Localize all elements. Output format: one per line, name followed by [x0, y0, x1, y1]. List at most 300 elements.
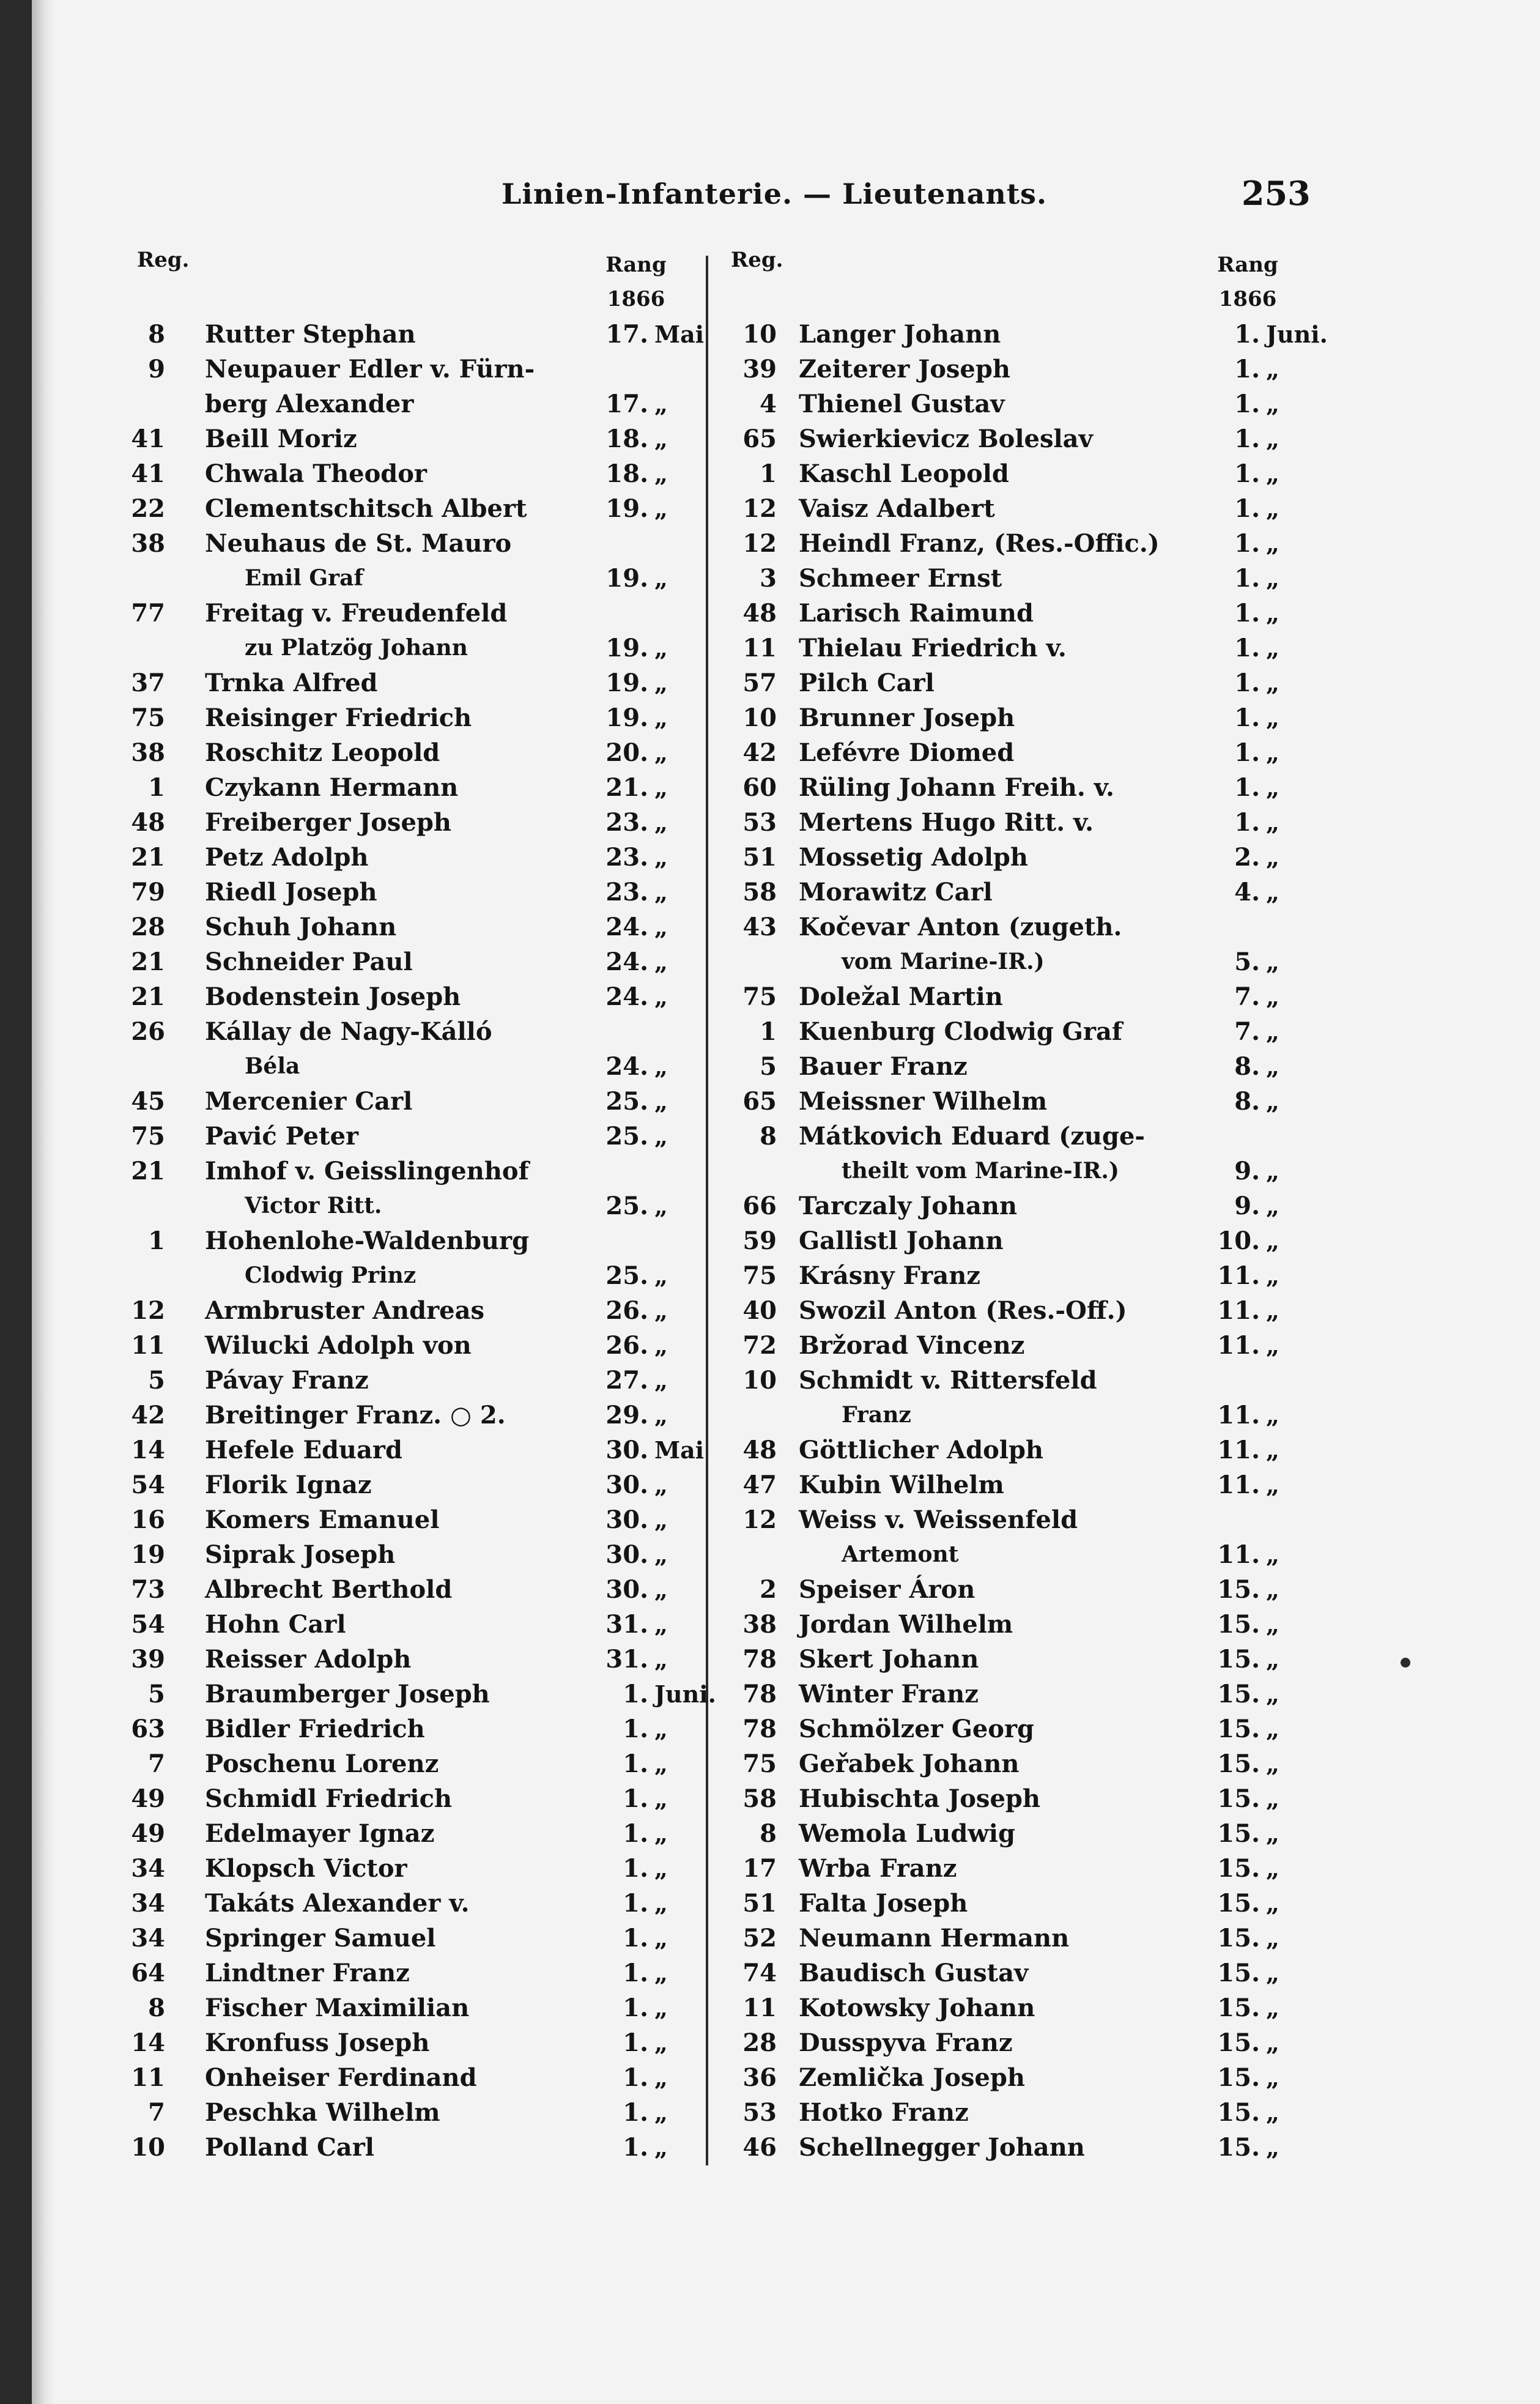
rank-month: Mai [654, 321, 705, 348]
officer-name: Pavić Peter [205, 1122, 359, 1151]
regiment-number: 75 [131, 703, 165, 732]
regiment-number: 72 [742, 1331, 777, 1360]
table-row [110, 1363, 691, 1398]
regiment-number: 43 [742, 913, 777, 941]
rank-month: „ [654, 425, 668, 453]
rank-day: 29. [605, 1401, 648, 1430]
regiment-number: 59 [742, 1226, 777, 1255]
rank-day: 11. [1217, 1331, 1260, 1360]
regiment-number: 75 [742, 1261, 777, 1290]
officer-name: Bidler Friedrich [205, 1715, 425, 1743]
table-row [110, 561, 691, 596]
rank-month: „ [1266, 669, 1279, 697]
table-row [110, 910, 691, 944]
rank-day: 11. [1217, 1401, 1260, 1430]
table-row [722, 2060, 1443, 2095]
rank-month: „ [654, 704, 668, 732]
rank-day: 30. [605, 1471, 648, 1499]
officer-name: Hefele Eduard [205, 1436, 402, 1464]
officer-name: Springer Samuel [205, 1924, 436, 1953]
rank-day: 1. [1234, 425, 1260, 453]
regiment-number: 58 [742, 878, 777, 907]
table-row [110, 2060, 691, 2095]
table-row [110, 735, 691, 770]
rang-header [1211, 248, 1284, 316]
rank-day: 26. [605, 1296, 648, 1325]
officer-name: Klopsch Victor [205, 1854, 407, 1883]
table-row [722, 1084, 1443, 1119]
rank-day: 24. [605, 948, 648, 976]
regiment-number: 12 [742, 494, 777, 523]
table-row [110, 979, 691, 1014]
rank-month: „ [654, 1401, 668, 1429]
rank-month: „ [1266, 1611, 1279, 1638]
table-row [110, 805, 691, 840]
officer-name: Schneider Paul [205, 948, 413, 976]
rank-month: „ [1266, 878, 1279, 906]
rank-month: „ [1266, 634, 1279, 662]
officer-name: Braumberger Joseph [205, 1680, 490, 1708]
regiment-number: 52 [742, 1924, 777, 1953]
table-row [110, 700, 691, 735]
rank-month: „ [1266, 495, 1279, 522]
rank-month: „ [1266, 948, 1279, 976]
table-row [110, 1990, 691, 2025]
rank-day: 30. [605, 1575, 648, 1604]
table-row [722, 770, 1443, 805]
table-row [110, 1189, 691, 1223]
rank-month: „ [1266, 1018, 1279, 1045]
rank-day: 4. [1234, 878, 1260, 907]
table-row [722, 805, 1443, 840]
rank-day: 30. [605, 1505, 648, 1534]
table-row [110, 1258, 691, 1293]
rank-month: „ [654, 878, 668, 906]
officer-name: Bauer Franz [799, 1052, 968, 1081]
officer-name: Rutter Stephan [205, 320, 416, 349]
officer-name: Wemola Ludwig [799, 1819, 1015, 1848]
officer-name: Weiss v. Weissenfeld [799, 1505, 1078, 1534]
rank-month: „ [654, 1262, 668, 1289]
officer-name: Meissner Wilhelm [799, 1087, 1048, 1116]
rank-day: 15. [1217, 2133, 1260, 2162]
officer-name: Wrba Franz [799, 1854, 957, 1883]
regiment-number: 75 [131, 1122, 165, 1151]
officer-name: Victor Ritt. [245, 1193, 382, 1219]
rank-day: 18. [605, 459, 648, 488]
regiment-number: 41 [131, 459, 165, 488]
rank-month: „ [654, 1541, 668, 1568]
rank-day: 18. [605, 425, 648, 453]
regiment-number: 2 [760, 1575, 777, 1604]
regiment-number: 12 [742, 529, 777, 558]
regiment-number: 78 [742, 1680, 777, 1708]
officer-name: Geřabek Johann [799, 1749, 1020, 1778]
rank-month: „ [654, 2134, 668, 2161]
table-row [722, 944, 1443, 979]
officer-name: Mátkovich Eduard (zuge- [799, 1122, 1146, 1151]
rank-day: 17. [605, 390, 648, 418]
rank-day: 15. [1217, 2063, 1260, 2092]
officer-name: Rüling Johann Freih. v. [799, 773, 1114, 802]
officer-name: Kubin Wilhelm [799, 1471, 1004, 1499]
regiment-number: 11 [131, 2063, 165, 2092]
regiment-number: 49 [131, 1784, 165, 1813]
regiment-number: 42 [742, 738, 777, 767]
rank-day: 25. [605, 1087, 648, 1116]
officer-name: Freitag v. Freudenfeld [205, 599, 508, 628]
officer-name: Hohenlohe-Waldenburg [205, 1226, 530, 1255]
table-row [722, 1572, 1443, 1607]
regiment-number: 39 [742, 355, 777, 384]
rank-day: 1. [1234, 703, 1260, 732]
table-row [110, 1677, 716, 1712]
regiment-number: 65 [742, 1087, 777, 1116]
table-row [110, 1433, 705, 1467]
rank-day: 15. [1217, 1575, 1260, 1604]
officer-name: Skert Johann [799, 1645, 979, 1674]
table-row [722, 1328, 1443, 1363]
table-row [110, 840, 691, 875]
rank-day: 25. [605, 1261, 648, 1290]
table-row [722, 1642, 1443, 1677]
officer-name: Reisser Adolph [205, 1645, 412, 1674]
rank-month: „ [1266, 460, 1279, 488]
officer-name: Chwala Theodor [205, 459, 428, 488]
rank-month: „ [654, 948, 668, 976]
table-row [722, 910, 1443, 944]
rank-month: „ [1266, 565, 1279, 592]
rank-month: „ [654, 1611, 668, 1638]
officer-name: Krásny Franz [799, 1261, 981, 1290]
regiment-number: 34 [131, 1924, 165, 1953]
regiment-number: 46 [742, 2133, 777, 2162]
officer-name: Kuenburg Clodwig Graf [799, 1017, 1123, 1046]
rang-label: Rang [1217, 253, 1278, 277]
officer-name: Kotowsky Johann [799, 1994, 1035, 2022]
table-row [110, 1851, 691, 1886]
table-row [110, 596, 691, 631]
table-row [722, 2130, 1443, 2165]
regiment-number: 51 [742, 843, 777, 872]
table-row [722, 1223, 1443, 1258]
table-row [722, 456, 1443, 491]
regiment-number: 77 [131, 599, 165, 628]
table-row [722, 387, 1443, 421]
regiment-number: 79 [131, 878, 165, 907]
rank-month: „ [1266, 1227, 1279, 1255]
table-row [722, 1433, 1443, 1467]
regiment-number: 11 [742, 634, 777, 662]
rank-month: „ [1266, 1401, 1279, 1429]
rang-label: Rang [605, 253, 667, 277]
rank-month: Juni. [654, 1680, 716, 1708]
regiment-number: 73 [131, 1575, 165, 1604]
rank-day: 1. [1234, 738, 1260, 767]
officer-name: Bržorad Vincenz [799, 1331, 1025, 1360]
officer-name: Béla [245, 1053, 300, 1079]
running-header [0, 174, 1540, 220]
table-row [722, 1851, 1443, 1886]
rank-month: „ [654, 1367, 668, 1394]
regiment-number: 10 [131, 2133, 165, 2162]
rank-day: 1. [1234, 494, 1260, 523]
regiment-number: 19 [131, 1540, 165, 1569]
rank-day: 25. [605, 1192, 648, 1220]
regiment-number: 17 [742, 1854, 777, 1883]
rank-month: „ [1266, 704, 1279, 732]
officer-name: Schmeer Ernst [799, 564, 1002, 593]
rank-day: 15. [1217, 2028, 1260, 2057]
regiment-number: 8 [148, 1994, 165, 2022]
rank-month: „ [1266, 1541, 1279, 1568]
table-row [722, 1189, 1443, 1223]
table-row [110, 875, 691, 910]
table-row [722, 526, 1443, 561]
officer-name: Speiser Áron [799, 1575, 975, 1604]
rank-day: 1. [623, 1715, 648, 1743]
regiment-number: 16 [131, 1505, 165, 1534]
rank-day: 1. [623, 1959, 648, 1987]
rank-day: 15. [1217, 1959, 1260, 1987]
rank-day: 5. [1234, 948, 1260, 976]
table-row [110, 1223, 691, 1258]
table-row [110, 491, 691, 526]
rank-day: 24. [605, 1052, 648, 1081]
rank-day: 1. [623, 1854, 648, 1883]
rank-month: „ [1266, 1645, 1279, 1673]
rank-month: „ [654, 1332, 668, 1359]
regiment-number: 58 [742, 1784, 777, 1813]
regiment-number: 7 [148, 2098, 165, 2127]
table-row [722, 875, 1443, 910]
table-row [722, 596, 1443, 631]
rank-month: „ [654, 2064, 668, 2091]
rank-month: Juni. [1266, 321, 1328, 348]
officer-name: Hotko Franz [799, 2098, 969, 2127]
regiment-number: 45 [131, 1087, 165, 1116]
regiment-number: 60 [742, 773, 777, 802]
table-row [110, 666, 691, 700]
regiment-number: 21 [131, 843, 165, 872]
rank-day: 1. [1234, 808, 1260, 837]
regiment-number: 54 [131, 1471, 165, 1499]
regiment-number: 34 [131, 1889, 165, 1918]
regiment-number: 11 [131, 1331, 165, 1360]
rank-day: 30. [605, 1540, 648, 1569]
officer-name: Imhof v. Geisslingenhof [205, 1157, 529, 1185]
rank-day: 9. [1234, 1192, 1260, 1220]
rank-month: „ [1266, 1890, 1279, 1917]
rank-day: 1. [623, 1994, 648, 2022]
rank-month: „ [654, 390, 668, 418]
regiment-number: 74 [742, 1959, 777, 1987]
rank-month: „ [1266, 530, 1279, 557]
regiment-number: 22 [131, 494, 165, 523]
regiment-number: 40 [742, 1296, 777, 1325]
table-row [722, 1502, 1443, 1537]
regiment-number: 21 [131, 948, 165, 976]
officer-name: Gallistl Johann [799, 1226, 1004, 1255]
rank-day: 15. [1217, 1994, 1260, 2022]
regiment-number: 3 [760, 564, 777, 593]
regiment-number: 7 [148, 1749, 165, 1778]
table-row [110, 1886, 691, 1921]
regiment-number: 1 [148, 773, 165, 802]
table-row [722, 1746, 1443, 1781]
table-row [110, 352, 691, 387]
rank-day: 19. [605, 494, 648, 523]
rank-day: 11. [1217, 1540, 1260, 1569]
rank-day: 31. [605, 1610, 648, 1639]
officer-name: Dusspyva Franz [799, 2028, 1013, 2057]
officer-name: Schellnegger Johann [799, 2133, 1085, 2162]
rank-day: 1. [623, 1819, 648, 1848]
rank-month: „ [1266, 425, 1279, 453]
rank-day: 1. [623, 1784, 648, 1813]
table-row [110, 1781, 691, 1816]
regiment-number: 47 [742, 1471, 777, 1499]
rank-month: „ [1266, 599, 1279, 627]
rank-day: 15. [1217, 1854, 1260, 1883]
table-row [722, 735, 1443, 770]
table-row [722, 666, 1443, 700]
officer-name: Vaisz Adalbert [799, 494, 995, 523]
officer-name: Takáts Alexander v. [205, 1889, 470, 1918]
officer-name: Heindl Franz, (Res.-Offic.) [799, 529, 1160, 558]
officer-name: Pilch Carl [799, 669, 935, 697]
regiment-number: 1 [760, 459, 777, 488]
rank-month: „ [1266, 1924, 1279, 1952]
officer-name: Langer Johann [799, 320, 1001, 349]
officer-name: Albrecht Berthold [205, 1575, 453, 1604]
regiment-number: 41 [131, 425, 165, 453]
table-row [722, 491, 1443, 526]
rank-day: 8. [1234, 1087, 1260, 1116]
table-row [722, 840, 1443, 875]
regiment-number: 21 [131, 1157, 165, 1185]
regiment-number: 38 [131, 738, 165, 767]
regiment-number: 1 [760, 1017, 777, 1046]
reg-header: Reg. [137, 248, 190, 272]
table-row [722, 1781, 1443, 1816]
regiment-number: 28 [131, 913, 165, 941]
table-row [110, 1921, 691, 1956]
table-row [722, 1921, 1443, 1956]
officer-name: theilt vom Marine-IR.) [842, 1158, 1119, 1184]
rank-month: „ [1266, 1820, 1279, 1847]
rank-month: „ [654, 1088, 668, 1115]
officer-name: Onheiser Ferdinand [205, 2063, 477, 2092]
rank-month: „ [1266, 2099, 1279, 2126]
table-row [110, 456, 691, 491]
table-row [110, 1642, 691, 1677]
table-row [110, 2130, 691, 2165]
rank-month: „ [1266, 1994, 1279, 2022]
table-row [110, 1084, 691, 1119]
officer-name: Pávay Franz [205, 1366, 369, 1395]
page-gutter-shadow [32, 0, 55, 2404]
officer-name: Zeiterer Joseph [799, 355, 1010, 384]
officer-name: berg Alexander [205, 390, 414, 418]
table-row [110, 1607, 691, 1642]
table-row [722, 352, 1443, 387]
officer-name: Czykann Hermann [205, 773, 459, 802]
rank-month: „ [654, 1890, 668, 1917]
table-row [110, 1502, 691, 1537]
officer-name: Komers Emanuel [205, 1505, 440, 1534]
table-row [110, 387, 691, 421]
rank-day: 1. [1234, 390, 1260, 418]
rank-month: „ [654, 1785, 668, 1812]
rank-month: „ [1266, 1436, 1279, 1464]
rank-day: 1. [623, 2098, 648, 2127]
rank-month: „ [1266, 2029, 1279, 2057]
rank-month: „ [1266, 1332, 1279, 1359]
rank-day: 15. [1217, 1784, 1260, 1813]
rank-month: „ [654, 1750, 668, 1778]
rank-day: 1. [1234, 773, 1260, 802]
officer-name: Neumann Hermann [799, 1924, 1070, 1953]
officer-name: Fischer Maximilian [205, 1994, 470, 2022]
officer-name: Brunner Joseph [799, 703, 1015, 732]
table-row [722, 1956, 1443, 1990]
rank-day: 24. [605, 913, 648, 941]
rank-month: „ [654, 1715, 668, 1743]
table-row [110, 1328, 691, 1363]
page-number: 253 [1242, 174, 1311, 213]
rank-month: „ [654, 739, 668, 766]
rank-day: 1. [1234, 529, 1260, 558]
rank-month: „ [654, 1471, 668, 1499]
rank-day: 11. [1217, 1471, 1260, 1499]
regiment-number: 10 [742, 703, 777, 732]
regiment-number: 12 [131, 1296, 165, 1325]
table-row [722, 317, 1443, 352]
rank-month: „ [1266, 774, 1279, 801]
rank-day: 27. [605, 1366, 648, 1395]
officer-name: Armbruster Andreas [205, 1296, 485, 1325]
rank-day: 20. [605, 738, 648, 767]
rank-month: „ [1266, 1192, 1279, 1220]
rank-month: „ [654, 1297, 668, 1324]
regiment-number: 8 [760, 1819, 777, 1848]
rank-month: „ [1266, 355, 1279, 383]
left-column [110, 317, 716, 2165]
page-title: Linien-Infanterie. — Lieutenants. [502, 177, 1047, 210]
rank-month: „ [1266, 2064, 1279, 2091]
table-row [110, 770, 691, 805]
table-row [722, 979, 1443, 1014]
rank-day: 15. [1217, 1645, 1260, 1674]
regiment-number: 64 [131, 1959, 165, 1987]
table-row [722, 1154, 1443, 1189]
rank-month: „ [654, 809, 668, 836]
rank-day: 1. [1234, 669, 1260, 697]
regiment-number: 53 [742, 2098, 777, 2127]
regiment-number: 39 [131, 1645, 165, 1674]
officer-name: Lefévre Diomed [799, 738, 1015, 767]
regiment-number: 49 [131, 1819, 165, 1848]
rank-day: 2. [1234, 843, 1260, 872]
rank-month: „ [1266, 1157, 1279, 1185]
rank-day: 1. [1234, 320, 1260, 349]
regiment-number: 51 [742, 1889, 777, 1918]
officer-name: Falta Joseph [799, 1889, 968, 1918]
rank-day: 15. [1217, 2098, 1260, 2127]
regiment-number: 42 [131, 1401, 165, 1430]
regiment-number: 38 [131, 529, 165, 558]
